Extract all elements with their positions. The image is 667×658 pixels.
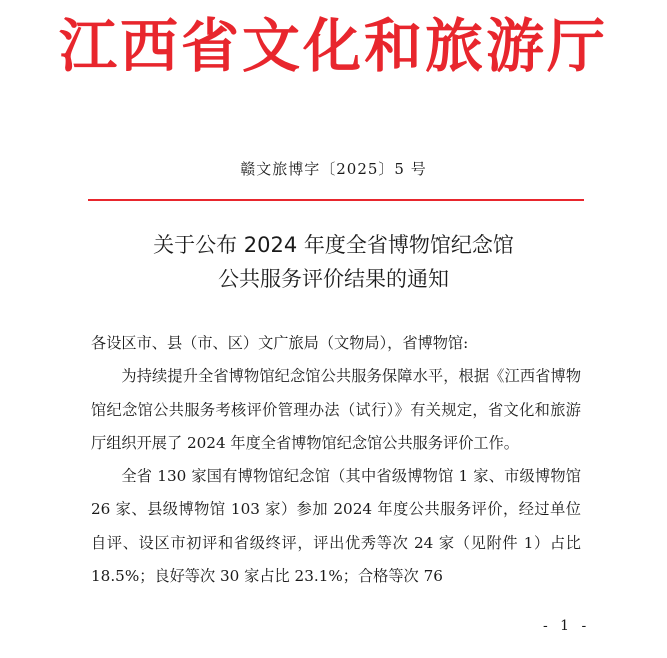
notice-title: [0, 228, 667, 296]
notice-title-line-2: 公共服务评价结果的通知: [218, 267, 449, 291]
page-number: - 1 -: [543, 618, 591, 634]
notice-title-line-1: 关于公布 2024 年度全省博物馆纪念馆: [153, 233, 514, 257]
masthead-title: 江西省文化和旅游厅: [58, 12, 608, 80]
salutation: 各设区市、县（市、区）文广旅局（文物局），省博物馆:: [91, 334, 469, 352]
body-paragraph-2: 全省 130 家国有博物馆纪念馆（其中省级博物馆 1 家、市级博物馆 26 家、县级博物馆 103 家）参加 2024 年度公共服务评价，经过单位自评、设区市初评和省级终评，评出优秀等次 24 家（见附件 1）占比 18.5%；良好等次 30 家占比 23.1%；合格等次 76: [91, 467, 581, 586]
body-paragraph-1: 为持续提升全省博物馆纪念馆公共服务保障水平，根据《江西省博物馆纪念馆公共服务考核评价管理办法（试行）》有关规定，省文化和旅游厅组织开展了 2024 年度全省博物馆纪念馆公共服务评价工作。: [91, 367, 581, 452]
notice-body: [91, 327, 581, 593]
red-divider-line: [88, 199, 584, 201]
document-number: 赣文旅博字〔2025〕5 号: [240, 160, 427, 178]
